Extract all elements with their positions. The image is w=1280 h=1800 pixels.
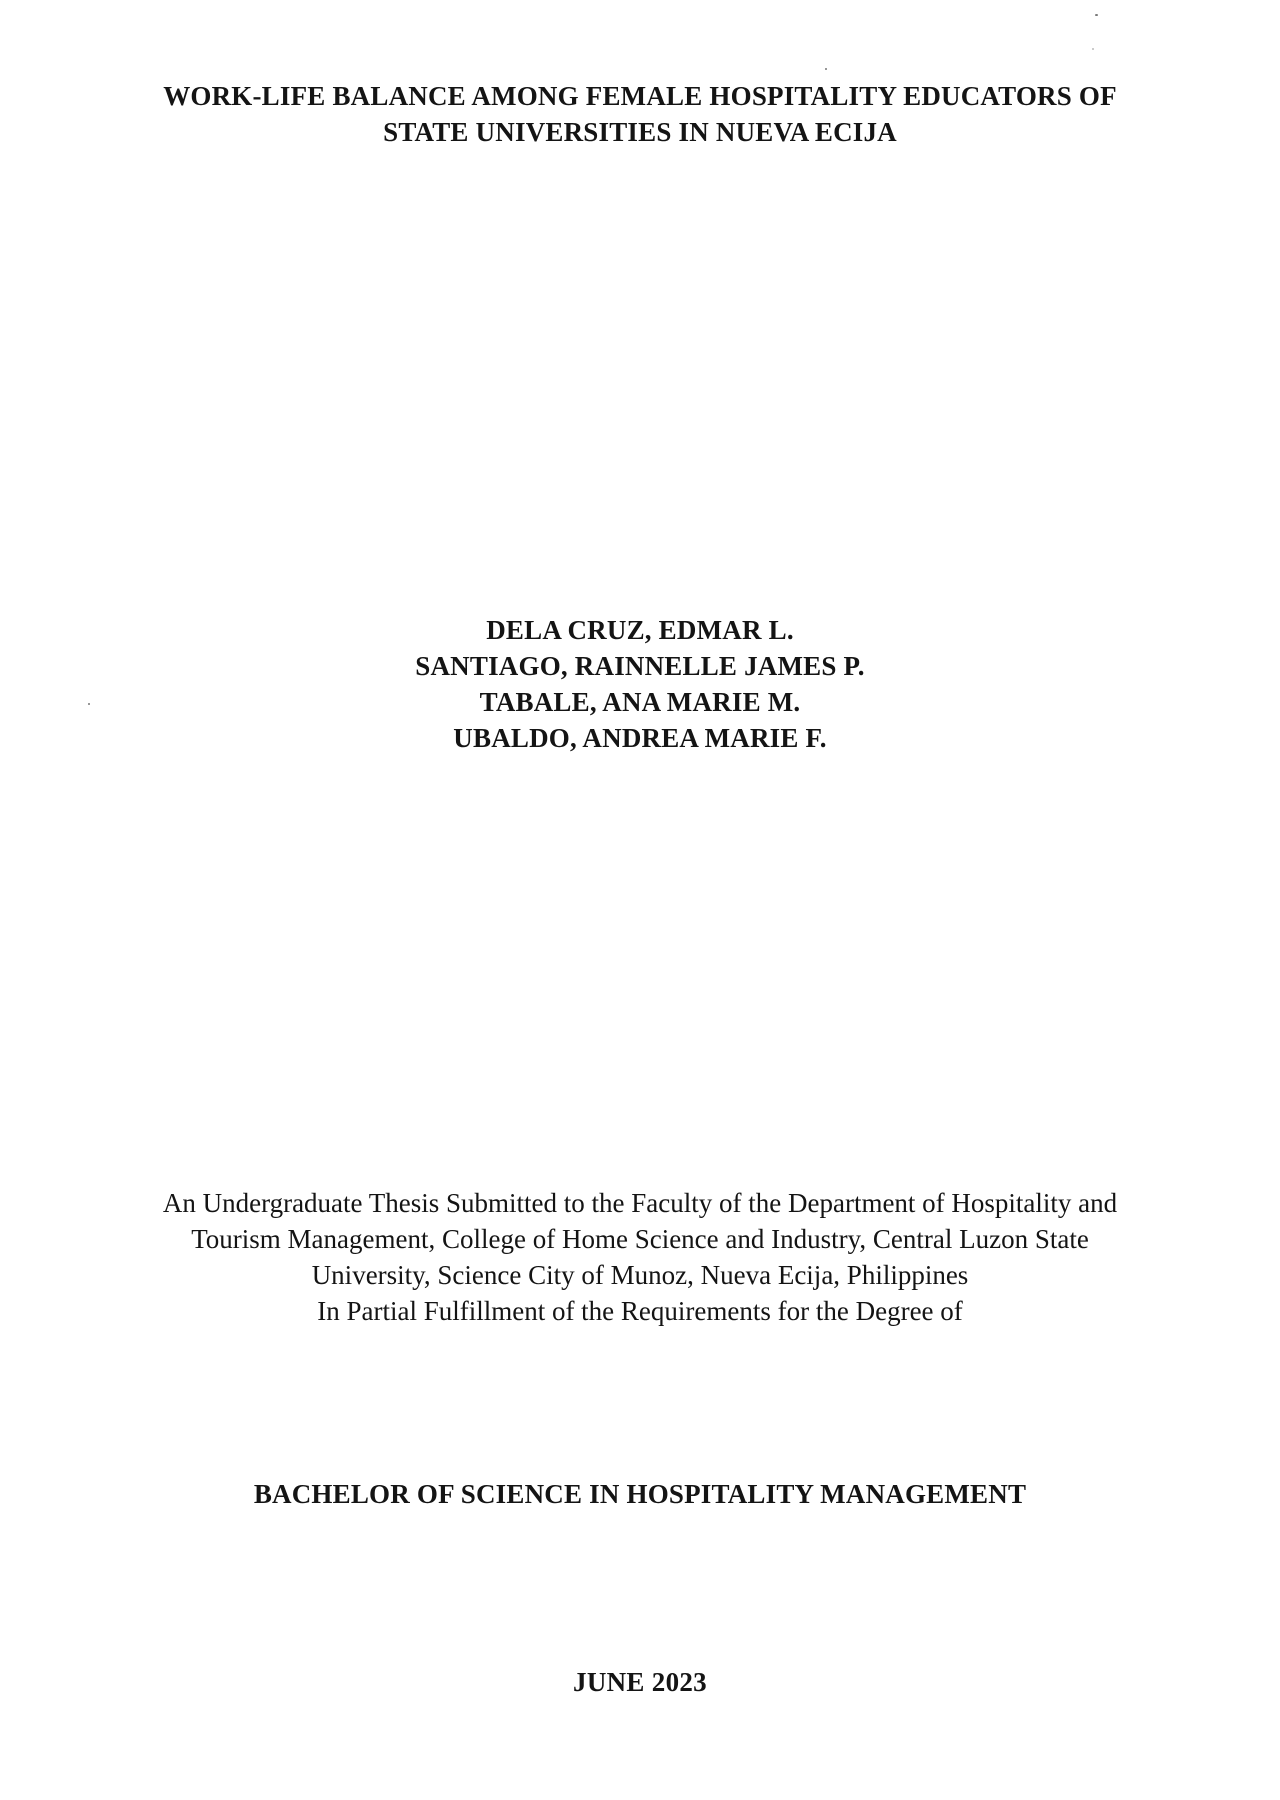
submission-statement: [0, 1185, 1280, 1329]
degree-title: [0, 1476, 1280, 1512]
submission-statement-line-3: University, Science City of Munoz, Nueva Ecija, Philippines: [311, 1260, 969, 1290]
submission-statement-line-2: Tourism Management, College of Home Science and Industry, Central Luzon State: [191, 1224, 1089, 1254]
scan-speck: [1092, 48, 1094, 50]
submission-statement-line-4: In Partial Fulfillment of the Requirements for the Degree of: [317, 1296, 963, 1326]
degree-name: BACHELOR OF SCIENCE IN HOSPITALITY MANAGEMENT: [253, 1479, 1027, 1509]
thesis-title-line-1: WORK-LIFE BALANCE AMONG FEMALE HOSPITALITY EDUCATORS OF: [163, 81, 1117, 111]
submission-statement-line-1: An Undergraduate Thesis Submitted to the Faculty of the Department of Hospitality and: [162, 1188, 1118, 1218]
scan-speck: [1095, 14, 1098, 16]
scan-speck: [88, 703, 90, 705]
author-name: DELA CRUZ, EDMAR L.: [486, 615, 794, 645]
submission-date: [0, 1664, 1280, 1700]
author-list: [0, 612, 1280, 756]
thesis-title: [0, 78, 1280, 150]
author-name: TABALE, ANA MARIE M.: [479, 687, 801, 717]
date-text: JUNE 2023: [573, 1667, 707, 1697]
author-name: SANTIAGO, RAINNELLE JAMES P.: [415, 651, 865, 681]
thesis-title-line-2: STATE UNIVERSITIES IN NUEVA ECIJA: [383, 117, 897, 147]
author-name: UBALDO, ANDREA MARIE F.: [453, 723, 827, 753]
scan-speck: [825, 68, 827, 70]
